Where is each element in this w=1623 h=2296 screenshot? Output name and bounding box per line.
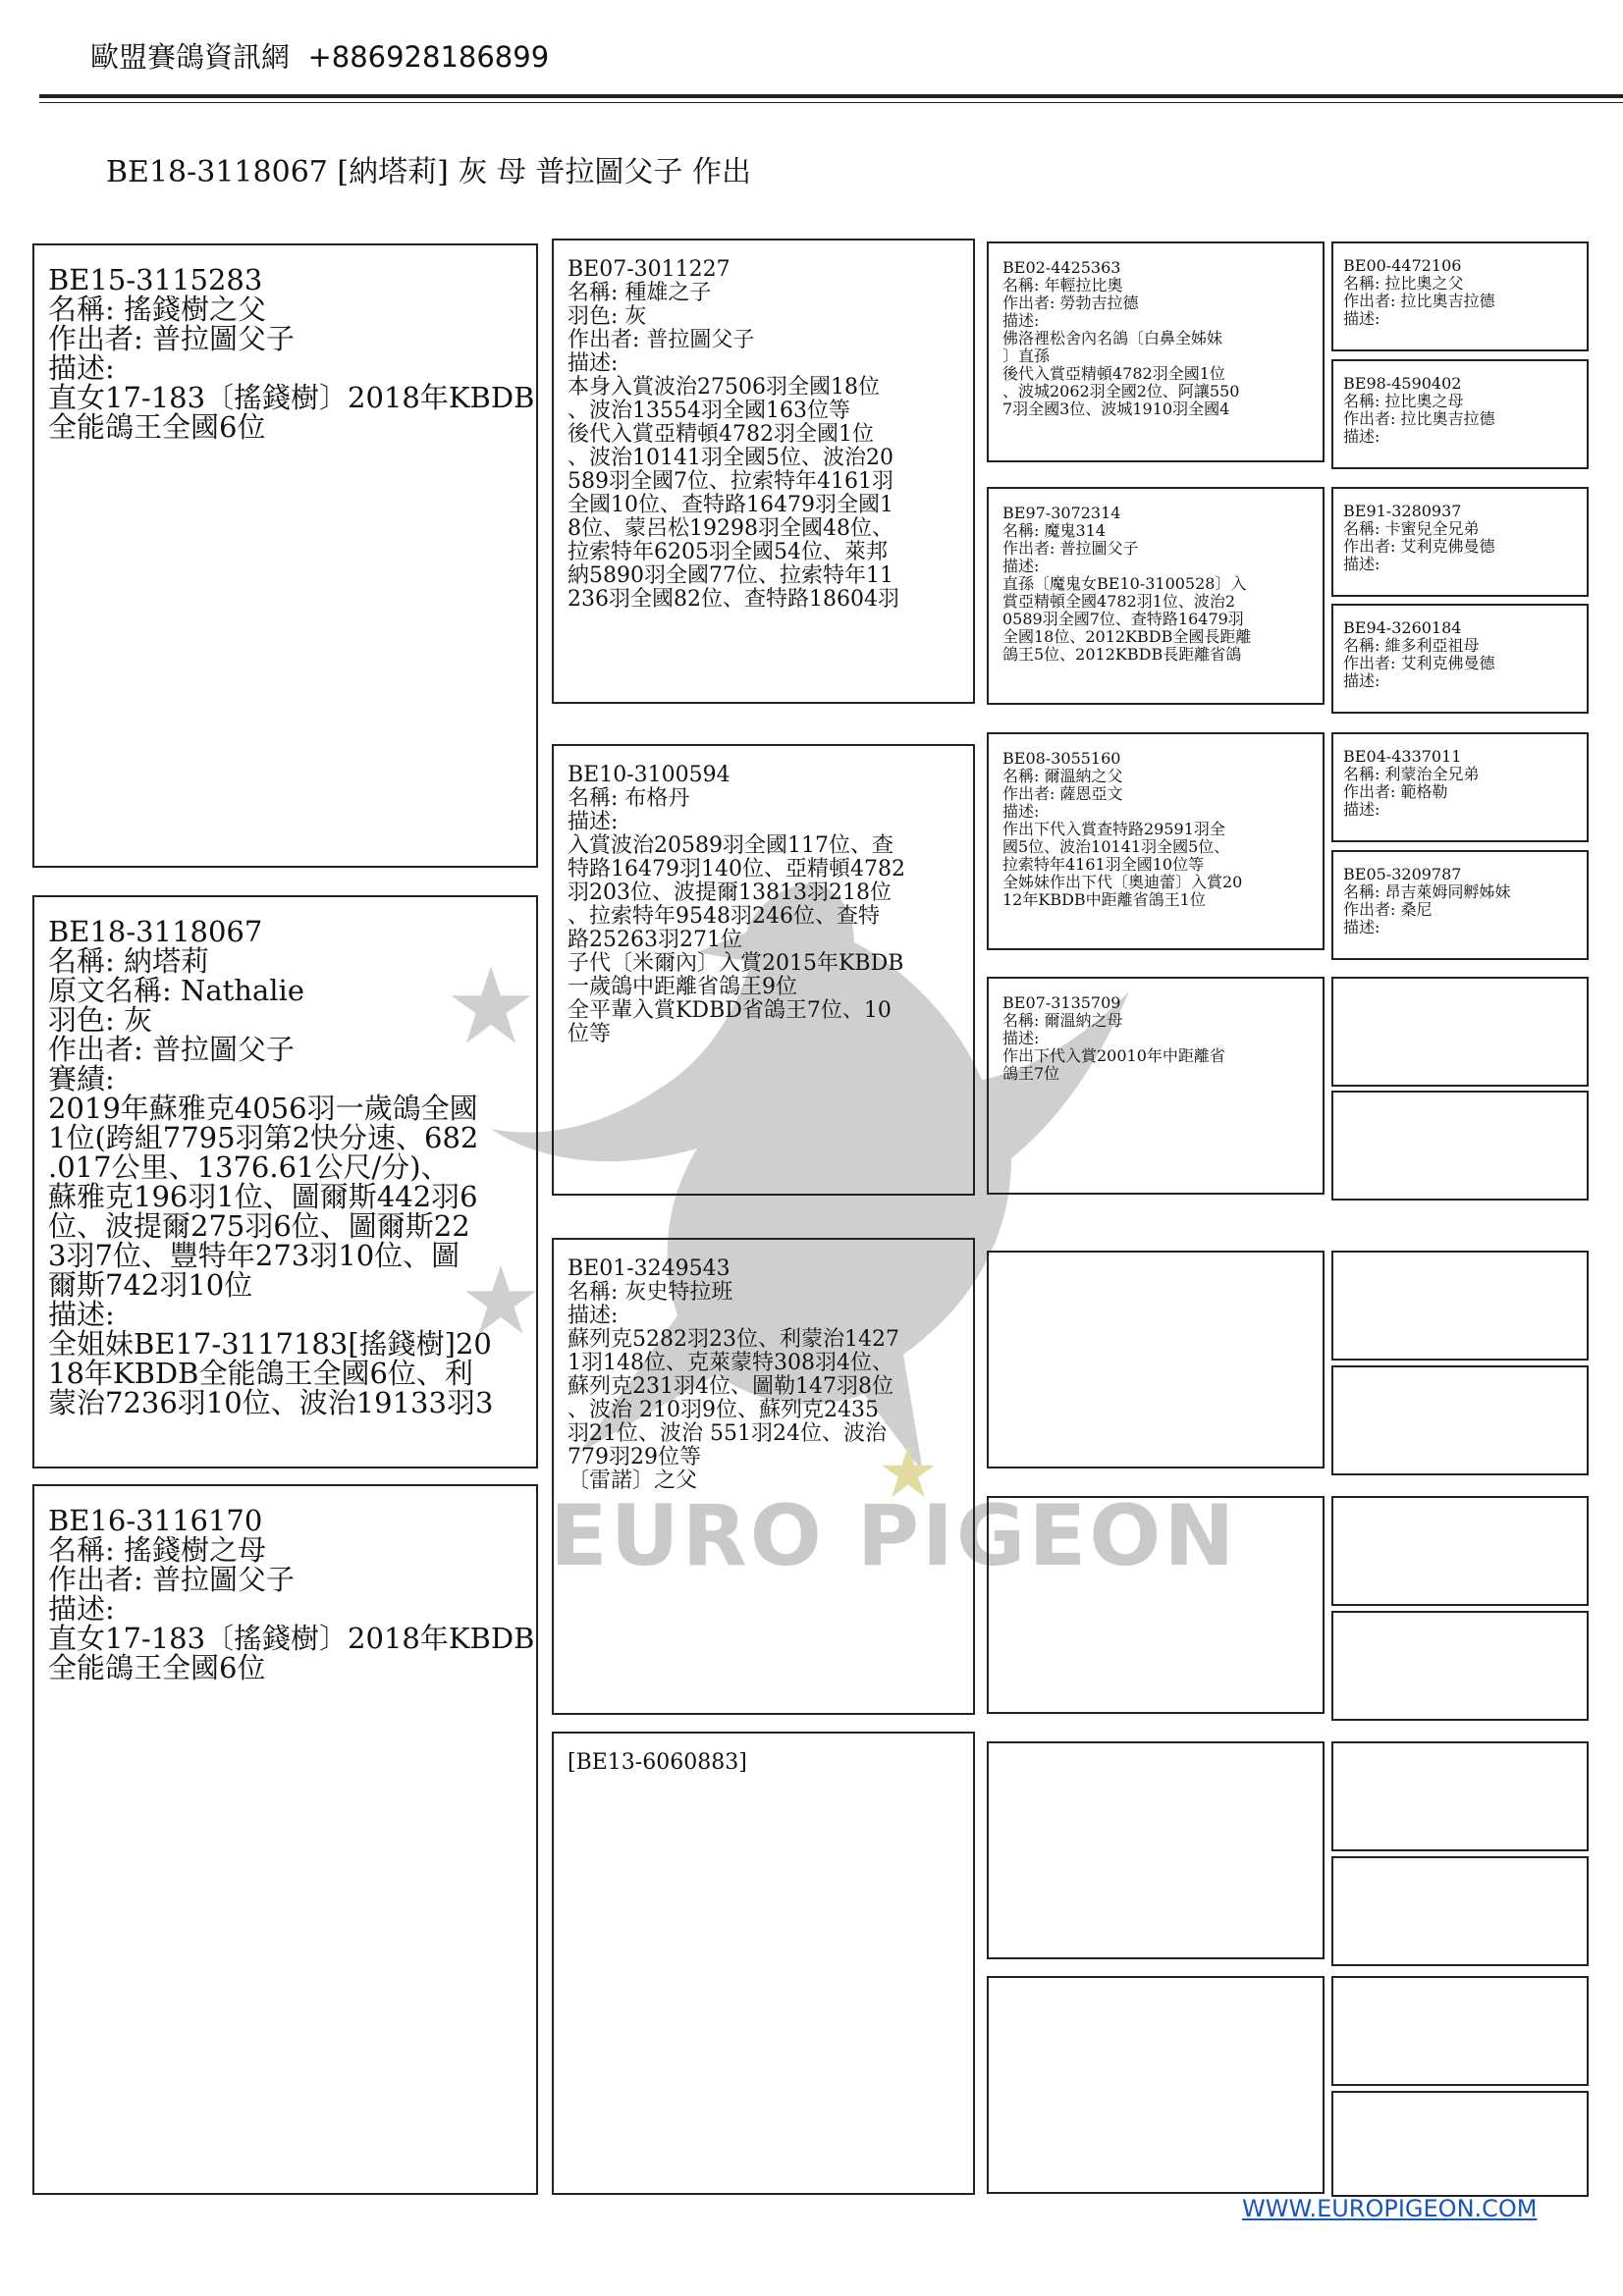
pedigree-line: 描述: bbox=[568, 810, 619, 834]
pedigree-line: 、波治10141羽全國5位、波治20 bbox=[568, 446, 893, 470]
pedigree-box-empty bbox=[1331, 1496, 1589, 1606]
pedigree-line: 鴿王5位、2012KBDB長距離省鴿 bbox=[1002, 645, 1242, 664]
site-header bbox=[90, 35, 549, 76]
pedigree-box-empty bbox=[1331, 1611, 1589, 1721]
pedigree-line: 589羽全國7位、拉索特年4161羽 bbox=[568, 469, 893, 494]
pedigree-line: 入賞波治20589羽全國117位、查 bbox=[568, 833, 893, 858]
pedigree-line: 1羽148位、克萊蒙特308羽4位、 bbox=[568, 1351, 893, 1375]
pedigree-line: 全能鴿王全國6位 bbox=[48, 1651, 266, 1684]
pedigree-line: BE98-4590402 bbox=[1343, 374, 1462, 393]
pedigree-line: 描述: bbox=[1002, 311, 1040, 330]
pedigree-line: 名稱: 卡蜜兒全兄弟 bbox=[1343, 519, 1480, 538]
pedigree-line: 、波城2062羽全國2位、阿讓550 bbox=[1002, 382, 1240, 400]
pedigree-line: 作出者: 普拉圖父子 bbox=[48, 1033, 295, 1066]
pedigree-box-sire-sire bbox=[552, 239, 975, 704]
pedigree-line: BE05-3209787 bbox=[1343, 865, 1462, 883]
page-title: BE18-3118067 [納塔莉] 灰 母 普拉圖父子 作出 bbox=[106, 155, 751, 189]
pedigree-line: 、波治13554羽全國163位等 bbox=[568, 399, 850, 423]
pedigree-line: 名稱: 爾溫納之父 bbox=[1002, 767, 1123, 785]
pedigree-line: 描述: bbox=[568, 1304, 619, 1328]
pedigree-line: 作出者: 普拉圖父子 bbox=[48, 322, 295, 355]
pedigree-line: 本身入賞波治27506羽全國18位 bbox=[568, 375, 880, 400]
pedigree-line: 名稱: 魔鬼314 bbox=[1002, 521, 1107, 540]
pedigree-line: BE16-3116170 bbox=[48, 1504, 263, 1537]
pedigree-line: BE97-3072314 bbox=[1002, 504, 1121, 522]
pedigree-line: 作出者: 艾利克佛曼德 bbox=[1343, 654, 1495, 672]
pedigree-line: 8位、蒙呂松19298羽全國48位、 bbox=[568, 516, 893, 541]
pedigree-line: 羽21位、波治 551羽24位、波治 bbox=[568, 1421, 887, 1446]
pedigree-line: 作出者: 拉比奧吉拉德 bbox=[1343, 292, 1495, 310]
pedigree-line: 作出者: 勞勃吉拉德 bbox=[1002, 294, 1139, 312]
pedigree-line: 描述: bbox=[1002, 802, 1040, 821]
pedigree-line: 直孫〔魔鬼女BE10-3100528〕入 bbox=[1002, 574, 1247, 593]
pedigree-line: 名稱: 年輕拉比奧 bbox=[1002, 276, 1123, 294]
site-phone: +886928186899 bbox=[307, 40, 550, 74]
pedigree-line: 蘇列克231羽4位、圖勒147羽8位 bbox=[568, 1374, 893, 1399]
header-rule-thin bbox=[39, 102, 1623, 103]
pedigree-line: 、波治 210羽9位、蘇列克2435 bbox=[568, 1398, 879, 1422]
pedigree-line: 蘇雅克196羽1位、圖爾斯442羽6 bbox=[48, 1180, 478, 1213]
pedigree-line: 子代〔米爾內〕入賞2015年KBDB bbox=[568, 951, 904, 976]
pedigree-box-empty bbox=[1331, 1091, 1589, 1201]
pedigree-line: 全國10位、查特路16479羽全國1 bbox=[568, 493, 893, 517]
pedigree-line: 作出者: 拉比奧吉拉德 bbox=[1343, 409, 1495, 428]
pedigree-box-g6 bbox=[1331, 850, 1589, 960]
pedigree-line: 羽203位、波提爾13813羽218位 bbox=[568, 881, 892, 905]
pedigree-line: 原文名稱: Nathalie bbox=[48, 974, 304, 1007]
pedigree-line: 國5位、波治10141羽全國5位、 bbox=[1002, 837, 1230, 856]
pedigree-line: 蘇列克5282羽23位、利蒙治1427 bbox=[568, 1327, 899, 1352]
pedigree-box-g3 bbox=[1331, 487, 1589, 597]
pedigree-line: .017公里、1376.61公尺/分)、 bbox=[48, 1150, 450, 1184]
pedigree-line: 名稱: 拉比奧之母 bbox=[1343, 392, 1464, 410]
pedigree-line: 直女17-183〔搖錢樹〕2018年KBDB bbox=[48, 1622, 535, 1655]
pedigree-box-dam bbox=[32, 1484, 538, 2195]
pedigree-line: 作出者: 薩恩亞文 bbox=[1002, 784, 1123, 803]
pedigree-line: 直女17-183〔搖錢樹〕2018年KBDB bbox=[48, 381, 535, 414]
pedigree-line: BE94-3260184 bbox=[1343, 618, 1462, 637]
pedigree-box-empty bbox=[1331, 1856, 1589, 1966]
pedigree-line: 描述: bbox=[1002, 1029, 1040, 1047]
pedigree-box-empty bbox=[1331, 1741, 1589, 1851]
pedigree-box-g1 bbox=[1331, 241, 1589, 351]
pedigree-line: 18年KBDB全能鴿王全國6位、利 bbox=[48, 1357, 473, 1390]
watermark-text: EURO PIGEON bbox=[550, 1487, 1238, 1585]
pedigree-box-empty bbox=[987, 1251, 1325, 1468]
pedigree-line: 描述: bbox=[1343, 309, 1380, 328]
pedigree-line: 路25263羽271位 bbox=[568, 928, 742, 952]
pedigree-line: 描述: bbox=[1343, 671, 1380, 690]
pedigree-box-ssd bbox=[987, 487, 1325, 705]
pedigree-line: 位等 bbox=[568, 1022, 612, 1046]
pedigree-line: 拉索特年4161羽全國10位等 bbox=[1002, 855, 1205, 874]
pedigree-line: 描述: bbox=[48, 351, 115, 385]
pedigree-line: 7羽全國3位、波城1910羽全國4 bbox=[1002, 400, 1230, 418]
pedigree-line: 位、波提爾275羽6位、圖爾斯22 bbox=[48, 1209, 470, 1243]
pedigree-line: 描述: bbox=[1343, 800, 1380, 819]
pedigree-line: 一歲鴿中距離省鴿王9位 bbox=[568, 975, 797, 999]
pedigree-box-empty bbox=[1331, 1976, 1589, 2086]
pedigree-box-empty bbox=[1331, 1365, 1589, 1475]
pedigree-line: 名稱: 利蒙治全兄弟 bbox=[1343, 765, 1480, 783]
pedigree-line: 全國18位、2012KBDB全國長距離 bbox=[1002, 627, 1252, 646]
pedigree-line: 作出者: 桑尼 bbox=[1343, 900, 1433, 919]
pedigree-line: 蒙治7236羽10位、波治19133羽3 bbox=[48, 1386, 494, 1419]
pedigree-line: 1位(跨組7795羽第2快分速、682 bbox=[48, 1121, 479, 1154]
pedigree-line: 納5890羽全國77位、拉索特年11 bbox=[568, 563, 893, 588]
pedigree-line: 羽色: 灰 bbox=[48, 1003, 152, 1037]
pedigree-box-g2 bbox=[1331, 359, 1589, 469]
pedigree-line: BE10-3100594 bbox=[568, 763, 730, 787]
pedigree-line: 〕直孫 bbox=[1002, 347, 1051, 365]
pedigree-line: 名稱: 昂吉萊姆同孵姊妹 bbox=[1343, 882, 1511, 901]
pedigree-line: 全能鴿王全國6位 bbox=[48, 410, 266, 444]
pedigree-line: 佛洛裡松舍內名鴿〔白鼻全姊妹 bbox=[1002, 329, 1223, 347]
pedigree-line: 3羽7位、豐特年273羽10位、圖 bbox=[48, 1239, 460, 1272]
pedigree-line: BE07-3135709 bbox=[1002, 993, 1121, 1012]
pedigree-line: 爾斯742羽10位 bbox=[48, 1268, 253, 1302]
pedigree-box-empty bbox=[987, 1496, 1325, 1714]
pedigree-line: BE15-3115283 bbox=[48, 263, 263, 296]
pedigree-box-dam-sire bbox=[552, 1238, 975, 1715]
pedigree-line: 作出下代入賞查特路29591羽全 bbox=[1002, 820, 1225, 838]
pedigree-line: 描述: bbox=[1343, 427, 1380, 446]
pedigree-box-dam-dam bbox=[552, 1732, 975, 2195]
pedigree-line: 名稱: 布格丹 bbox=[568, 786, 690, 811]
pedigree-line: 作出下代入賞20010年中距離省 bbox=[1002, 1046, 1225, 1065]
pedigree-line: 名稱: 灰史特拉班 bbox=[568, 1280, 733, 1305]
pedigree-line: 名稱: 爾溫納之母 bbox=[1002, 1011, 1123, 1030]
pedigree-box-sdd bbox=[987, 977, 1325, 1195]
footer-website-link[interactable]: WWW.EUROPIGEON.COM bbox=[1242, 2195, 1538, 2222]
site-name: 歐盟賽鴿資訊網 bbox=[90, 40, 291, 74]
pedigree-box-empty bbox=[1331, 1251, 1589, 1361]
header-rule-thick bbox=[39, 94, 1623, 98]
pedigree-box-sire-dam bbox=[552, 744, 975, 1196]
pedigree-line: 全姐妹BE17-3117183[搖錢樹]20 bbox=[48, 1327, 492, 1361]
pedigree-line: 2019年蘇雅克4056羽一歲鴿全國 bbox=[48, 1092, 478, 1125]
pedigree-line: 名稱: 種雄之子 bbox=[568, 281, 712, 305]
pedigree-line: 賞亞精頓全國4782羽1位、波治2 bbox=[1002, 592, 1236, 611]
pedigree-line: 描述: bbox=[1002, 557, 1040, 575]
pedigree-line: [BE13-6060883] bbox=[568, 1750, 747, 1775]
pedigree-box-subject bbox=[32, 895, 538, 1468]
pedigree-line: 描述: bbox=[1343, 555, 1380, 573]
pedigree-box-empty bbox=[1331, 2091, 1589, 2197]
pedigree-line: 名稱: 搖錢樹之父 bbox=[48, 293, 266, 326]
pedigree-box-g4 bbox=[1331, 604, 1589, 714]
pedigree-line: 、拉索特年9548羽246位、查特 bbox=[568, 904, 880, 929]
pedigree-box-sds bbox=[987, 732, 1325, 950]
pedigree-line: 描述: bbox=[1343, 918, 1380, 936]
pedigree-line: 12年KBDB中距離省鴿王1位 bbox=[1002, 890, 1206, 909]
pedigree-box-sire bbox=[32, 243, 538, 868]
pedigree-line: BE04-4337011 bbox=[1343, 747, 1462, 766]
pedigree-line: BE01-3249543 bbox=[568, 1256, 730, 1281]
pedigree-line: 後代入賞亞精頓4782羽全國1位 bbox=[1002, 364, 1225, 383]
pedigree-line: BE00-4472106 bbox=[1343, 256, 1462, 275]
pedigree-line: 作出者: 艾利克佛曼德 bbox=[1343, 537, 1495, 556]
pedigree-box-empty bbox=[987, 1976, 1325, 2194]
pedigree-line: 全姊妹作出下代〔奧迪蕾〕入賞20 bbox=[1002, 873, 1243, 891]
pedigree-line: 名稱: 拉比奧之父 bbox=[1343, 274, 1464, 293]
pedigree-line: 特路16479羽140位、亞精頓4782 bbox=[568, 857, 905, 881]
pedigree-line: BE07-3011227 bbox=[568, 257, 730, 282]
pedigree-line: BE91-3280937 bbox=[1343, 502, 1462, 520]
pedigree-box-sss bbox=[987, 241, 1325, 462]
pedigree-line: 236羽全國82位、查特路18604羽 bbox=[568, 587, 899, 612]
pedigree-box-g5 bbox=[1331, 732, 1589, 842]
pedigree-line: 描述: bbox=[48, 1298, 115, 1331]
pedigree-line: 賽績: bbox=[48, 1062, 115, 1095]
pedigree-line: 羽色: 灰 bbox=[568, 304, 647, 329]
pedigree-line: BE18-3118067 bbox=[48, 915, 263, 948]
pedigree-box-empty bbox=[1331, 977, 1589, 1087]
pedigree-line: 全平輩入賞KDBD省鴿王7位、10 bbox=[568, 998, 892, 1023]
pedigree-line: BE02-4425363 bbox=[1002, 258, 1121, 277]
pedigree-line: 〔雷諾〕之父 bbox=[568, 1468, 698, 1493]
pedigree-line: 779羽29位等 bbox=[568, 1445, 701, 1469]
pedigree-line: 鴿王7位 bbox=[1002, 1064, 1060, 1083]
pedigree-line: BE08-3055160 bbox=[1002, 749, 1121, 768]
pedigree-line: 後代入賞亞精頓4782羽全國1位 bbox=[568, 422, 874, 447]
pedigree-line: 描述: bbox=[48, 1592, 115, 1626]
pedigree-line: 名稱: 納塔莉 bbox=[48, 944, 209, 978]
pedigree-box-empty bbox=[987, 1741, 1325, 1959]
pedigree-line: 作出者: 範格勒 bbox=[1343, 782, 1448, 801]
pedigree-line: 作出者: 普拉圖父子 bbox=[1002, 539, 1139, 558]
pedigree-line: 作出者: 普拉圖父子 bbox=[568, 328, 755, 352]
pedigree-line: 描述: bbox=[568, 351, 619, 376]
pedigree-line: 名稱: 維多利亞祖母 bbox=[1343, 636, 1480, 655]
pedigree-line: 拉索特年6205羽全國54位、萊邦 bbox=[568, 540, 888, 564]
pedigree-line: 名稱: 搖錢樹之母 bbox=[48, 1533, 266, 1567]
pedigree-line: 0589羽全國7位、查特路16479羽 bbox=[1002, 610, 1244, 628]
pedigree-line: 作出者: 普拉圖父子 bbox=[48, 1563, 295, 1596]
